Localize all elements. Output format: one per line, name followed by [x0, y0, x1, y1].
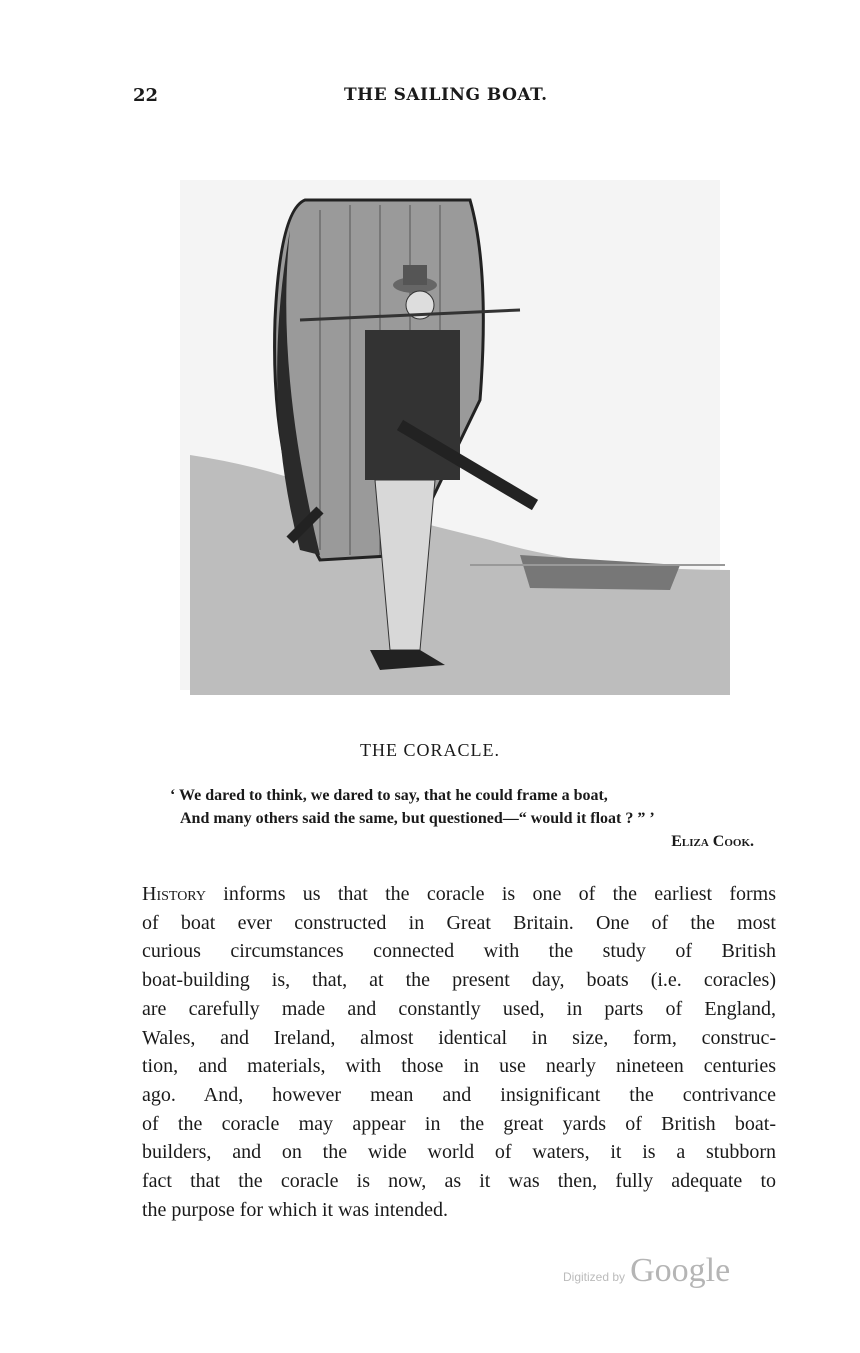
google-logo: Google — [630, 1252, 731, 1289]
coracle-engraving — [170, 170, 730, 695]
text-line: are carefully made and constantly used, in parts of England, — [142, 997, 776, 1020]
text-line: ago. And, however mean and insignificant the contrivance — [142, 1083, 776, 1106]
figure-caption: THE CORACLE. — [360, 740, 500, 760]
epigraph-line: And many others said the same, but questioned—“ would it float ? ” ’ — [180, 810, 655, 827]
drop-word: History — [142, 883, 206, 905]
watermark-prefix: Digitized by — [563, 1270, 626, 1284]
text-line: of the coracle may appear in the great yards of British boat- — [142, 1112, 776, 1135]
text-line: the purpose for which it was intended. — [142, 1198, 449, 1221]
running-title: THE SAILING BOAT. — [344, 85, 548, 105]
epigraph-line: ‘ We dared to think, we dared to say, that he could frame a boat, — [170, 787, 608, 804]
digitized-watermark — [563, 1252, 730, 1290]
text-line: History informs us that the coracle is one of the earliest forms — [142, 883, 776, 905]
epigraph-author: Eliza Cook. — [671, 833, 754, 850]
body-paragraph — [142, 880, 776, 1224]
text-line: of boat ever constructed in Great Britain. One of the most — [142, 911, 776, 934]
text-line: builders, and on the wide world of waters, it is a stubborn — [142, 1141, 776, 1164]
text-line: fact that the coracle is now, as it was then, fully adequate to — [142, 1170, 776, 1193]
text-line: curious circumstances connected with the study of British — [142, 940, 776, 963]
text-line: Wales, and Ireland, almost identical in size, form, construc- — [142, 1026, 776, 1049]
page-number: 22 — [133, 85, 159, 106]
text-line: tion, and materials, with those in use nearly nineteen centuries — [142, 1055, 776, 1078]
text-line: boat-building is, that, at the present day, boats (i.e. coracles) — [142, 969, 776, 992]
